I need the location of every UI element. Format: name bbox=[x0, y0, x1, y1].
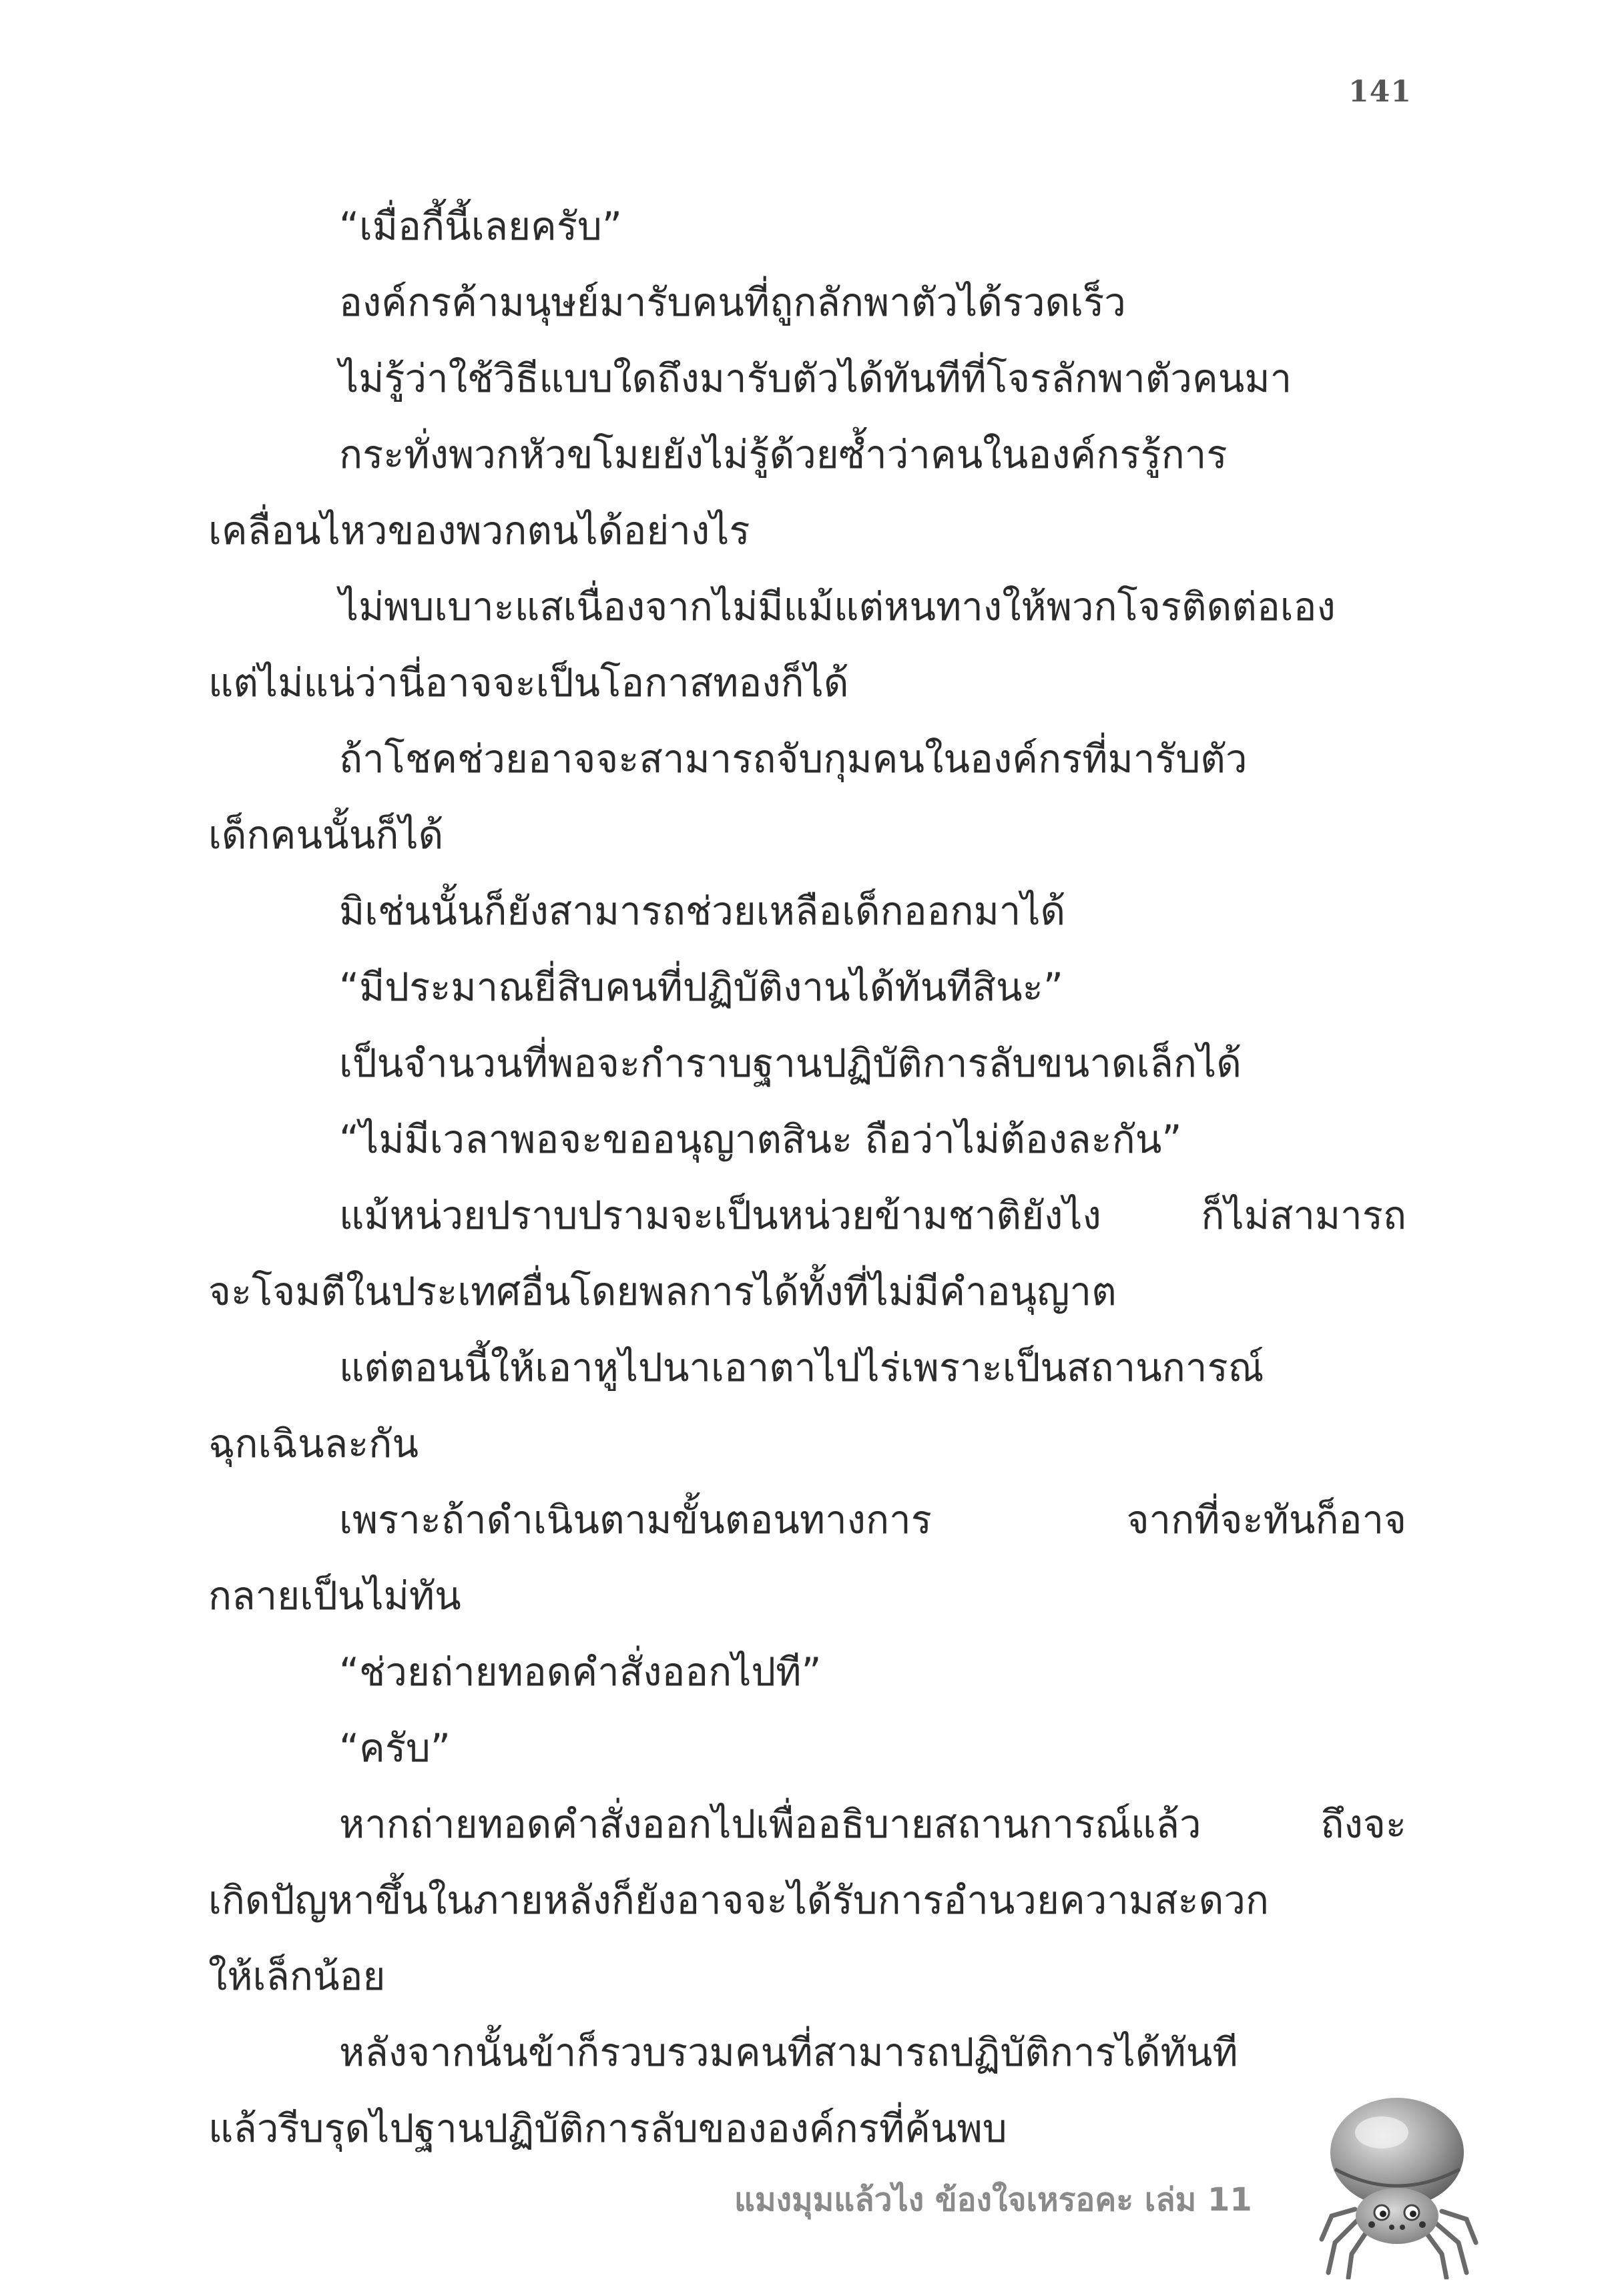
text-line: มิเช่นนั้นก็ยังสามารถช่วยเหลือเด็กออกมาได้ bbox=[339, 888, 1066, 934]
text-line: “ครับ” bbox=[339, 1725, 451, 1771]
text-line: จะโจมตีในประเทศอื่นโดยพลการได้ทั้งที่ไม่มีคำอนุญาต bbox=[208, 1269, 1117, 1314]
text-line: “ช่วยถ่ายทอดคำสั่งออกไปที” bbox=[339, 1649, 822, 1695]
text-line: แม้หน่วยปราบปรามจะเป็นหน่วยข้ามชาติยังไง ก็ไม่สามารถ bbox=[339, 1193, 1406, 1238]
text-line: หลังจากนั้นข้าก็รวบรวมคนที่สามารถปฏิบัติการได้ทันที bbox=[339, 2030, 1238, 2075]
text-line: แล้วรีบรุดไปฐานปฏิบัติการลับขององค์กรที่ค้นพบ bbox=[208, 2106, 1007, 2151]
text-line: ฉุกเฉินละกัน bbox=[208, 1421, 419, 1466]
text-line: กระทั่งพวกหัวขโมยยังไม่รู้ด้วยซ้ำว่าคนในองค์กรรู้การ bbox=[339, 432, 1228, 477]
text-line: หากถ่ายทอดคำสั่งออกไปเพื่ออธิบายสถานการณ์แล้ว ถึงจะ bbox=[339, 1801, 1406, 1847]
text-line: แต่ตอนนี้ให้เอาหูไปนาเอาตาไปไร่เพราะเป็นสถานการณ์ bbox=[339, 1345, 1264, 1390]
text-line: เด็กคนนั้นก็ได้ bbox=[208, 812, 444, 858]
spider-mascot-icon bbox=[1318, 2079, 1479, 2279]
page-number: 141 bbox=[1348, 75, 1412, 109]
text-line: เพราะถ้าดำเนินตามขั้นตอนทางการ จากที่จะทันก็อาจ bbox=[339, 1497, 1406, 1542]
text-line: เกิดปัญหาขึ้นในภายหลังก็ยังอาจจะได้รับการอำนวยความสะดวก bbox=[208, 1878, 1270, 1923]
text-line: องค์กรค้ามนุษย์มารับคนที่ถูกลักพาตัวได้รวดเร็ว bbox=[339, 280, 1126, 325]
text-line: “มีประมาณยี่สิบคนที่ปฏิบัติงานได้ทันทีสินะ” bbox=[339, 964, 1063, 1010]
text-line: ถ้าโชคช่วยอาจจะสามารถจับกุมคนในองค์กรที่มารับตัว bbox=[339, 736, 1248, 782]
text-line: “ไม่มีเวลาพอจะขออนุญาตสินะ ถือว่าไม่ต้องละกัน” bbox=[339, 1117, 1182, 1162]
text-line: กลายเป็นไม่ทัน bbox=[208, 1573, 461, 1619]
text-line: “เมื่อกี้นี้เลยครับ” bbox=[339, 204, 622, 249]
text-line: แต่ไม่แน่ว่านี่อาจจะเป็นโอกาสทองก็ได้ bbox=[208, 660, 849, 705]
body-text bbox=[208, 188, 1406, 2167]
text-line: เคลื่อนไหวของพวกตนได้อย่างไร bbox=[208, 508, 750, 553]
text-line: ไม่พบเบาะแสเนื่องจากไม่มีแม้แต่หนทางให้พวกโจรติดต่อเอง bbox=[339, 584, 1336, 629]
text-line: เป็นจำนวนที่พอจะกำราบฐานปฏิบัติการลับขนาดเล็กได้ bbox=[339, 1041, 1242, 1086]
footer-book-title: แมงมุมแล้วไง ข้องใจเหรอคะ เล่ม 11 bbox=[734, 2181, 1252, 2219]
text-line: ให้เล็กน้อย bbox=[208, 1954, 386, 1999]
text-line: ไม่รู้ว่าใช้วิธีแบบใดถึงมารับตัวได้ทันทีที่โจรลักพาตัวคนมา bbox=[339, 356, 1292, 401]
